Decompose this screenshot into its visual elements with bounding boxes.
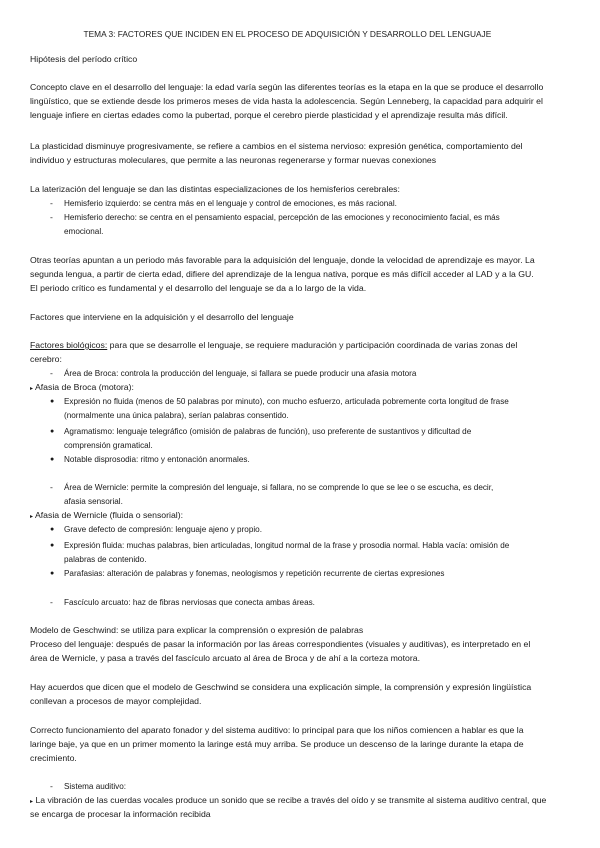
bullet-icon: ●	[50, 398, 55, 405]
paragraph-line: conllevan a procesos de mayor complejidad.	[30, 696, 202, 706]
paragraph-line: individuo y estructuras moleculares, que permite a las neuronas regenerarse y formar nuevas conexiones	[30, 155, 437, 165]
bullet-icon: ●	[50, 526, 55, 533]
list-item: Notable disprosodia: ritmo y entonación anormales.	[64, 454, 250, 464]
paragraph-line: Proceso del lenguaje: después de pasar la información por las áreas correspondientes (visuales y auditivas), es interpretado en el	[30, 639, 531, 649]
list-item: Área de Broca: controla la producción del lenguaje, si fallara se puede producir una afasia motora	[64, 368, 417, 378]
heading-periodo-critico: Hipótesis del período crítico	[30, 54, 138, 64]
dash-marker: -	[50, 198, 53, 208]
list-item: Grave defecto de compresión: lenguaje ajeno y propio.	[64, 524, 262, 534]
arrow-bullet-icon: ▸	[30, 514, 34, 520]
bullet-icon: ●	[50, 428, 55, 435]
list-item: Sistema auditivo:	[64, 781, 127, 791]
bullet-icon: ●	[50, 542, 55, 549]
paragraph-line: laringe baje, ya que en un primer momento la laringe está muy arriba. Se produce un descenso de la laringe durante la etapa de	[30, 739, 524, 749]
list-item: Hemisferio derecho: se centra en el pensamiento espacial, percepción de las emociones y reconocimiento facial, es más	[64, 212, 500, 222]
subheading-afasia-broca: ▸ Afasia de Broca (motora):	[30, 382, 134, 392]
paragraph-line: área de Wernicle, y pasa a través del fascículo arcuato al área de Broca y de ahí a la corteza motora.	[30, 653, 421, 663]
heading-factores: Factores que interviene en la adquisición y el desarrollo del lenguaje	[30, 312, 294, 322]
paragraph-line	[30, 339, 575, 353]
paragraph-line: se encarga de procesar la información recibida	[30, 809, 211, 819]
paragraph-line: Modelo de Geschwind: se utiliza para explicar la comprensión o expresión de palabras	[30, 625, 364, 635]
paragraph-line: Otras teorías apuntan a un periodo más favorable para la adquisición del lenguaje, donde la velocidad de aprendizaje es mayor. La	[30, 255, 535, 265]
dash-marker: -	[50, 597, 53, 607]
list-item: comprensión gramatical.	[64, 440, 153, 450]
list-item: Agramatismo: lenguaje telegráfico (omisión de palabras de función), uso preferente de sustantivos y dificultad de	[64, 426, 472, 436]
paragraph-line: lenguaje infiere en ciertas edades como la pubertad, porque el cerebro pierde plasticidad y el aprendizaje resulta más difícil.	[30, 110, 508, 120]
list-item: Parafasias: alteración de palabras y fonemas, neologismos y repetición recurrente de ciertas expresiones	[64, 568, 445, 578]
bullet-icon: ●	[50, 456, 55, 463]
paragraph-line: cerebro:	[30, 354, 62, 364]
dash-marker: -	[50, 482, 53, 492]
bullet-icon: ●	[50, 570, 55, 577]
paragraph-line: Concepto clave en el desarrollo del lenguaje: la edad varía según las diferentes teorías es la etapa en la que se produce el desarrollo	[30, 82, 544, 92]
list-item: palabras de contenido.	[64, 554, 147, 564]
list-item: (normalmente una única palabra), serían palabras consentido.	[64, 410, 289, 420]
document-title: TEMA 3: FACTORES QUE INCIDEN EN EL PROCESO DE ADQUISICIÓN Y DESARROLLO DEL LENGUAJE	[83, 29, 492, 39]
list-item: Hemisferio izquierdo: se centra más en el lenguaje y control de emociones, es más racional.	[64, 198, 397, 208]
paragraph-line: segunda lengua, a partir de cierta edad, difiere del aprendizaje de la lengua nativa, porque es más difícil acceder al LAD y a la GU.	[30, 269, 534, 279]
subheading-afasia-wernicke: ▸ Afasia de Wernicle (fluida o sensorial):	[30, 510, 184, 520]
list-item: Área de Wernicle: permite la compresión del lenguaje, si fallara, no se comprende lo que se lee o se escucha, es decir,	[64, 482, 494, 492]
list-item: afasia sensorial.	[64, 496, 123, 506]
paragraph-line: El periodo crítico es fundamental y el desarrollo del lenguaje se da a lo largo de la vida.	[30, 283, 367, 293]
factores-biologicos-text: para que se desarrolle el lenguaje, se requiere maduración y participación coordinada de varias zonas del	[107, 340, 518, 350]
paragraph-line: crecimiento.	[30, 753, 77, 763]
factores-biologicos-label: Factores biológicos:	[30, 340, 108, 350]
list-item: emocional.	[64, 226, 104, 236]
dash-marker: -	[50, 212, 53, 222]
paragraph-line: ▸ La vibración de las cuerdas vocales produce un sonido que se recibe a través del oído y se transmite al sistema auditivo central, que	[30, 795, 547, 805]
dash-marker: -	[50, 781, 53, 791]
list-item: Expresión no fluida (menos de 50 palabras por minuto), con mucho esfuerzo, articulada pobremente corta longitud de frase	[64, 396, 509, 406]
dash-marker: -	[50, 368, 53, 378]
list-item: Fascículo arcuato: haz de fibras nerviosas que conecta ambas áreas.	[64, 597, 315, 607]
arrow-bullet-icon: ▸	[30, 386, 34, 392]
paragraph-line: La laterización del lenguaje se dan las distintas especializaciones de los hemisferios cerebrales:	[30, 184, 400, 194]
paragraph-line: Correcto funcionamiento del aparato fonador y del sistema auditivo: lo principal para que los niños comiencen a hablar es que la	[30, 725, 524, 735]
list-item: Expresión fluida: muchas palabras, bien articuladas, longitud normal de la frase y prosodia normal. Habla vacía: omisión de	[64, 540, 510, 550]
arrow-bullet-icon: ▸	[30, 799, 34, 805]
paragraph-line: Hay acuerdos que dicen que el modelo de Geschwind se considera una explicación simple, la comprensión y expresión lingüística	[30, 682, 532, 692]
paragraph-line: La plasticidad disminuye progresivamente, se refiere a cambios en el sistema nervioso: expresión genética, comportamiento del	[30, 141, 523, 151]
paragraph-line: lingüístico, que se extiende desde los primeros meses de vida hasta la adolescencia. Según Lenneberg, la capacidad para adquirir el	[30, 96, 543, 106]
